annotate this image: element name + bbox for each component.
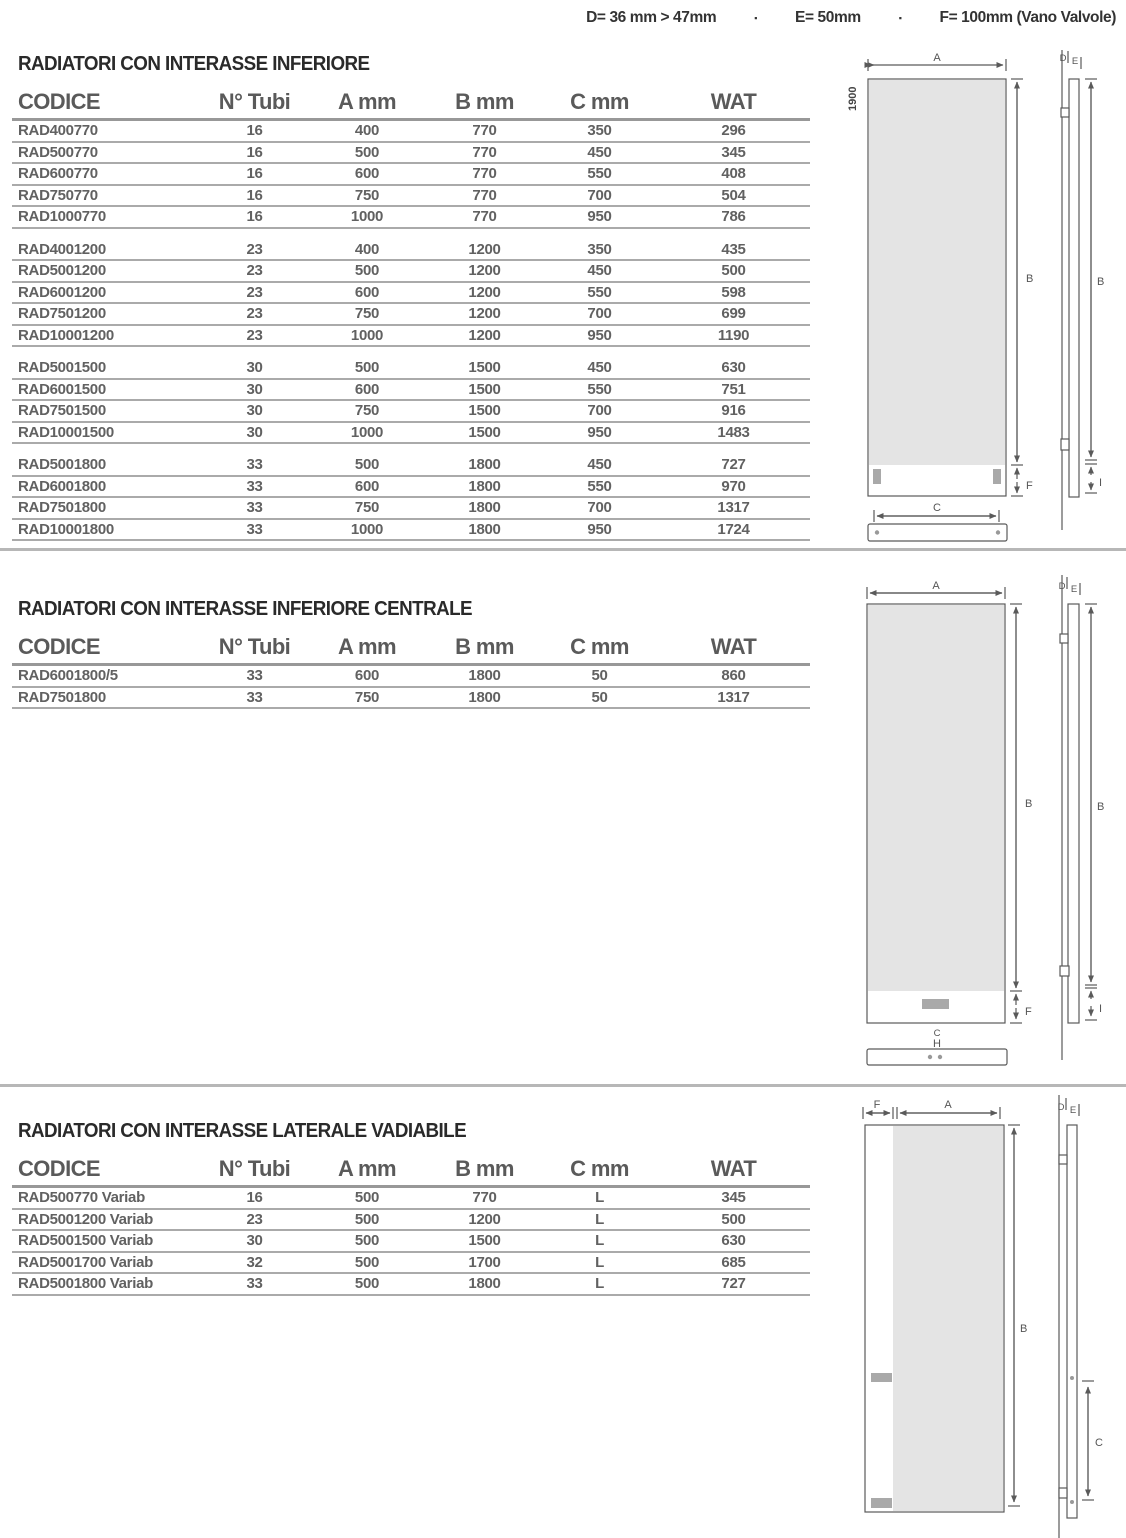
cell-wat: 435 [721, 240, 746, 258]
column-header-codice: CODICE [18, 89, 100, 114]
cell-tubi: 30 [246, 423, 263, 441]
table-row [12, 520, 810, 542]
cell-b-mm: 1800 [468, 667, 501, 685]
column-header-codice: CODICE [18, 1156, 100, 1181]
cell-a-mm: 750 [354, 688, 380, 706]
cell-c-mm: 700 [587, 499, 612, 517]
cell-b-mm: 1500 [468, 359, 501, 377]
column-header-wat: WAT [710, 1156, 757, 1181]
radiator-front-panel [893, 1126, 1003, 1511]
bullet-icon: ▪ [898, 13, 902, 23]
table-row [12, 401, 810, 423]
cell-b-mm: 1500 [468, 402, 501, 420]
section-divider [0, 1084, 1126, 1087]
table-row [12, 283, 810, 305]
cell-b-mm: 1800 [468, 688, 501, 706]
cell-wat: 727 [721, 456, 746, 474]
cell-codice: RAD5001700 Variab [18, 1253, 153, 1271]
cell-c-mm: 50 [591, 688, 608, 706]
cell-c-mm: 700 [587, 402, 612, 420]
table-row [12, 207, 810, 229]
cell-c-mm: 550 [587, 283, 612, 301]
table-row [12, 380, 810, 402]
table-row [12, 455, 810, 477]
column-header-tubi: N° Tubi [218, 1156, 291, 1181]
table-row [12, 358, 810, 380]
cell-b-mm: 1200 [468, 240, 501, 258]
cell-tubi: 16 [246, 143, 263, 161]
bracket-lower [1061, 439, 1069, 450]
cell-b-mm: 770 [472, 208, 497, 226]
cell-tubi: 23 [246, 326, 263, 344]
cell-b-mm: 770 [472, 186, 497, 204]
column-header-wat: WAT [710, 89, 757, 114]
cell-codice: RAD500770 [18, 143, 98, 161]
cell-b-mm: 1200 [468, 305, 501, 323]
cell-tubi: 30 [246, 1232, 263, 1250]
label-i: I [1099, 477, 1103, 489]
cell-tubi: 16 [246, 165, 263, 183]
label-b: B [1097, 276, 1105, 288]
section-interasse-laterale-variabile [12, 1120, 810, 1296]
radiator-side-outline [1068, 604, 1079, 1023]
cell-wat: 1190 [717, 326, 750, 344]
label-a: A [932, 580, 940, 592]
cell-a-mm: 500 [354, 1275, 380, 1293]
cell-c-mm: 700 [587, 186, 612, 204]
cell-tubi: 23 [246, 262, 263, 280]
radiator-diagram-bottom-connection [830, 45, 1126, 555]
label-f: F [873, 1099, 881, 1111]
cell-tubi: 23 [246, 1210, 263, 1228]
label-h: H [933, 1038, 941, 1050]
cell-a-mm: 1000 [350, 208, 384, 226]
dimension-note [0, 9, 1116, 27]
column-header-c-mm: C mm [570, 1156, 629, 1181]
cell-a-mm: 500 [354, 1189, 380, 1207]
cell-c-mm: 550 [587, 165, 612, 183]
cell-a-mm: 600 [354, 165, 380, 183]
cell-a-mm: 400 [354, 122, 380, 140]
column-header-c-mm: C mm [570, 634, 629, 659]
cell-c-mm: L [595, 1189, 604, 1207]
cell-tubi: 16 [246, 186, 263, 204]
cell-wat: 699 [721, 305, 746, 323]
cell-a-mm: 750 [354, 402, 380, 420]
cell-a-mm: 500 [354, 262, 380, 280]
cell-tubi: 23 [246, 283, 263, 301]
cell-b-mm: 1500 [468, 1232, 501, 1250]
label-d: D [1057, 1102, 1065, 1113]
cell-b-mm: 770 [472, 143, 497, 161]
label-f: F [1026, 480, 1033, 492]
table-header-row [12, 628, 810, 666]
radiator-side-outline [1067, 1125, 1077, 1518]
bullet-icon: ▪ [754, 13, 758, 23]
cell-codice: RAD6001500 [18, 380, 106, 398]
cell-wat: 1483 [717, 423, 750, 441]
cell-tubi: 16 [246, 208, 263, 226]
table-header-row [12, 1150, 810, 1188]
cell-a-mm: 500 [354, 456, 380, 474]
cell-a-mm: 600 [354, 477, 380, 495]
radiator-front-panel [868, 605, 1004, 991]
cell-wat: 685 [721, 1253, 746, 1271]
label-c: C [933, 502, 941, 514]
cell-b-mm: 1800 [468, 477, 501, 495]
table-group [12, 1188, 810, 1296]
cell-c-mm: 450 [587, 143, 612, 161]
label-b: B [1097, 801, 1105, 813]
cell-b-mm: 1800 [468, 456, 501, 474]
cell-codice: RAD750770 [18, 186, 98, 204]
section-interasse-inferiore [12, 53, 810, 541]
cell-b-mm: 1800 [468, 1275, 501, 1293]
cell-b-mm: 1700 [468, 1253, 501, 1271]
cell-tubi: 30 [246, 402, 263, 420]
cell-wat: 1724 [717, 520, 750, 538]
connection-tab-mid [871, 1373, 892, 1382]
column-header-tubi: N° Tubi [218, 89, 291, 114]
column-header-b-mm: B mm [455, 634, 514, 659]
cell-c-mm: 350 [587, 122, 612, 140]
diagram-lines [863, 1095, 1094, 1538]
cell-tubi: 33 [246, 688, 263, 706]
table-row [12, 1274, 810, 1296]
table-group [12, 240, 810, 348]
label-b: B [1020, 1323, 1028, 1335]
cell-a-mm: 750 [354, 499, 380, 517]
cell-codice: RAD7501500 [18, 402, 106, 420]
cell-tubi: 33 [246, 456, 263, 474]
cell-codice: RAD600770 [18, 165, 98, 183]
connection-tab-central [922, 999, 949, 1009]
cell-b-mm: 1800 [468, 499, 501, 517]
cell-a-mm: 500 [354, 359, 380, 377]
cell-wat: 345 [721, 1189, 746, 1207]
cell-a-mm: 750 [354, 305, 380, 323]
cell-codice: RAD10001500 [18, 423, 114, 441]
table-row [12, 1253, 810, 1275]
cell-wat: 500 [721, 1210, 746, 1228]
column-header-b-mm: B mm [455, 89, 514, 114]
cell-tubi: 32 [246, 1253, 263, 1271]
cell-c-mm: 50 [591, 667, 608, 685]
cell-c-mm: 950 [587, 208, 612, 226]
cell-codice: RAD10001800 [18, 520, 114, 538]
cell-tubi: 23 [246, 240, 263, 258]
label-c: C [933, 1028, 941, 1039]
cell-c-mm: 950 [587, 520, 612, 538]
cell-a-mm: 400 [354, 240, 380, 258]
column-header-a-mm: A mm [338, 89, 396, 114]
cell-wat: 916 [721, 402, 746, 420]
cell-codice: RAD5001500 [18, 359, 106, 377]
cell-tubi: 33 [246, 667, 263, 685]
cell-tubi: 33 [246, 499, 263, 517]
table-row [12, 261, 810, 283]
cell-a-mm: 500 [354, 143, 380, 161]
cell-c-mm: 700 [587, 305, 612, 323]
wall-bracket-bar [868, 524, 1007, 541]
table-row [12, 1231, 810, 1253]
column-header-a-mm: A mm [338, 634, 396, 659]
label-b: B [1026, 273, 1034, 285]
label-e: E [1071, 56, 1079, 67]
table-row [12, 121, 810, 143]
table-row [12, 143, 810, 165]
radiator-side-outline [1069, 79, 1079, 497]
cell-codice: RAD5001800 Variab [18, 1275, 153, 1293]
cell-c-mm: L [595, 1275, 604, 1293]
table-row [12, 326, 810, 348]
cell-tubi: 30 [246, 359, 263, 377]
cell-b-mm: 1200 [468, 283, 501, 301]
cell-wat: 970 [721, 477, 746, 495]
table-row [12, 688, 810, 710]
table-body [12, 1188, 810, 1296]
cell-c-mm: 550 [587, 477, 612, 495]
cell-a-mm: 600 [354, 667, 380, 685]
cell-a-mm: 500 [354, 1232, 380, 1250]
cell-codice: RAD10001200 [18, 326, 114, 344]
cell-c-mm: 950 [587, 326, 612, 344]
cell-codice: RAD1000770 [18, 208, 106, 226]
cell-a-mm: 750 [354, 186, 380, 204]
cell-c-mm: 350 [587, 240, 612, 258]
cell-b-mm: 770 [472, 165, 497, 183]
cell-wat: 296 [721, 122, 746, 140]
cell-tubi: 23 [246, 305, 263, 323]
cell-tubi: 33 [246, 477, 263, 495]
cell-tubi: 16 [246, 1189, 263, 1207]
cell-wat: 727 [721, 1275, 746, 1293]
label-a: A [944, 1099, 952, 1111]
column-header-a-mm: A mm [338, 1156, 396, 1181]
cell-wat: 504 [721, 186, 746, 204]
column-header-b-mm: B mm [455, 1156, 514, 1181]
cell-tubi: 33 [246, 1275, 263, 1293]
cell-b-mm: 770 [472, 122, 497, 140]
bracket-upper [1059, 1155, 1067, 1164]
column-header-c-mm: C mm [570, 89, 629, 114]
table-row [12, 1210, 810, 1232]
table-group [12, 666, 810, 709]
table-row [12, 666, 810, 688]
label-c: C [1095, 1437, 1103, 1449]
cell-wat: 751 [721, 380, 746, 398]
table-row [12, 498, 810, 520]
label-e: E [1069, 1105, 1077, 1116]
cell-c-mm: 450 [587, 359, 612, 377]
cell-codice: RAD500770 Variab [18, 1189, 145, 1207]
section-title: RADIATORI CON INTERASSE LATERALE VADIABILE [18, 1120, 467, 1142]
cell-codice: RAD6001800/5 [18, 667, 118, 685]
label-1900: 1900 [847, 86, 859, 111]
bracket-upper [1060, 634, 1068, 643]
cell-b-mm: 770 [472, 1189, 497, 1207]
table-row [12, 240, 810, 262]
table-row [12, 423, 810, 445]
cell-tubi: 30 [246, 380, 263, 398]
radiator-diagram-lateral-connection [830, 1095, 1126, 1538]
diagram-lines [868, 50, 1097, 541]
cell-b-mm: 1200 [468, 326, 501, 344]
cell-a-mm: 1000 [350, 326, 384, 344]
section-title: RADIATORI CON INTERASSE INFERIORE [18, 53, 370, 75]
cell-b-mm: 1200 [468, 1210, 501, 1228]
cell-wat: 1317 [717, 688, 750, 706]
table-group [12, 455, 810, 541]
cell-codice: RAD6001200 [18, 283, 106, 301]
bracket-upper [1061, 108, 1069, 117]
section-title: RADIATORI CON INTERASSE INFERIORE CENTRALE [18, 598, 473, 620]
table-group [12, 358, 810, 444]
table-row [12, 477, 810, 499]
bracket-lower [1060, 966, 1069, 976]
wall-bracket-bar [867, 1049, 1007, 1065]
cell-c-mm: 450 [587, 456, 612, 474]
radiator-diagram-central-connection [830, 575, 1126, 1080]
cell-wat: 1317 [717, 499, 750, 517]
cell-codice: RAD7501800 [18, 499, 106, 517]
cell-a-mm: 1000 [350, 520, 384, 538]
table-row [12, 1188, 810, 1210]
connection-tab-bottom [871, 1498, 892, 1508]
cell-codice: RAD4001200 [18, 240, 106, 258]
table-body [12, 666, 810, 709]
label-a: A [933, 52, 941, 64]
bracket-lower [1059, 1488, 1067, 1498]
cell-codice: RAD7501800 [18, 688, 106, 706]
cell-codice: RAD6001800 [18, 477, 106, 495]
cell-wat: 408 [721, 165, 746, 183]
column-header-tubi: N° Tubi [218, 634, 291, 659]
column-header-wat: WAT [710, 634, 757, 659]
table-row [12, 186, 810, 208]
cell-tubi: 33 [246, 520, 263, 538]
cell-wat: 598 [721, 283, 746, 301]
label-b: B [1025, 798, 1033, 810]
cell-wat: 345 [721, 143, 746, 161]
label-d: D [1059, 53, 1067, 64]
cell-c-mm: L [595, 1210, 604, 1228]
cell-codice: RAD7501200 [18, 305, 106, 323]
note-f-dimension: F= 100mm (Vano Valvole) [939, 9, 1116, 26]
cell-a-mm: 1000 [350, 423, 384, 441]
table-row [12, 304, 810, 326]
cell-c-mm: L [595, 1253, 604, 1271]
cell-wat: 860 [721, 667, 746, 685]
note-e-dimension: E= 50mm [795, 9, 861, 26]
table-group [12, 121, 810, 229]
cell-codice: RAD5001200 Variab [18, 1210, 153, 1228]
cell-codice: RAD400770 [18, 122, 98, 140]
radiator-front-panel [869, 80, 1005, 465]
label-d: D [1058, 581, 1066, 592]
cell-a-mm: 600 [354, 380, 380, 398]
cell-c-mm: 950 [587, 423, 612, 441]
column-header-codice: CODICE [18, 634, 100, 659]
cell-wat: 786 [721, 208, 746, 226]
label-f: F [1025, 1006, 1032, 1018]
cell-a-mm: 600 [354, 283, 380, 301]
cell-codice: RAD5001800 [18, 456, 106, 474]
cell-c-mm: L [595, 1232, 604, 1250]
cell-codice: RAD5001500 Variab [18, 1232, 153, 1250]
label-i: I [1099, 1003, 1103, 1015]
cell-a-mm: 500 [354, 1210, 380, 1228]
table-row [12, 164, 810, 186]
table-body [12, 121, 810, 541]
cell-c-mm: 550 [587, 380, 612, 398]
cell-c-mm: 450 [587, 262, 612, 280]
connection-tab-left [873, 469, 881, 484]
cell-wat: 630 [721, 359, 746, 377]
section-interasse-inferiore-centrale [12, 598, 810, 709]
label-e: E [1070, 584, 1078, 595]
cell-tubi: 16 [246, 122, 263, 140]
connection-tab-right [993, 469, 1001, 484]
diagram-lines [867, 575, 1097, 1065]
cell-wat: 630 [721, 1232, 746, 1250]
cell-b-mm: 1500 [468, 380, 501, 398]
note-d-dimension: D= 36 mm > 47mm [586, 9, 717, 26]
cell-codice: RAD5001200 [18, 262, 106, 280]
cell-b-mm: 1800 [468, 520, 501, 538]
table-header-row [12, 83, 810, 121]
cell-b-mm: 1200 [468, 262, 501, 280]
cell-b-mm: 1500 [468, 423, 501, 441]
cell-wat: 500 [721, 262, 746, 280]
cell-a-mm: 500 [354, 1253, 380, 1271]
